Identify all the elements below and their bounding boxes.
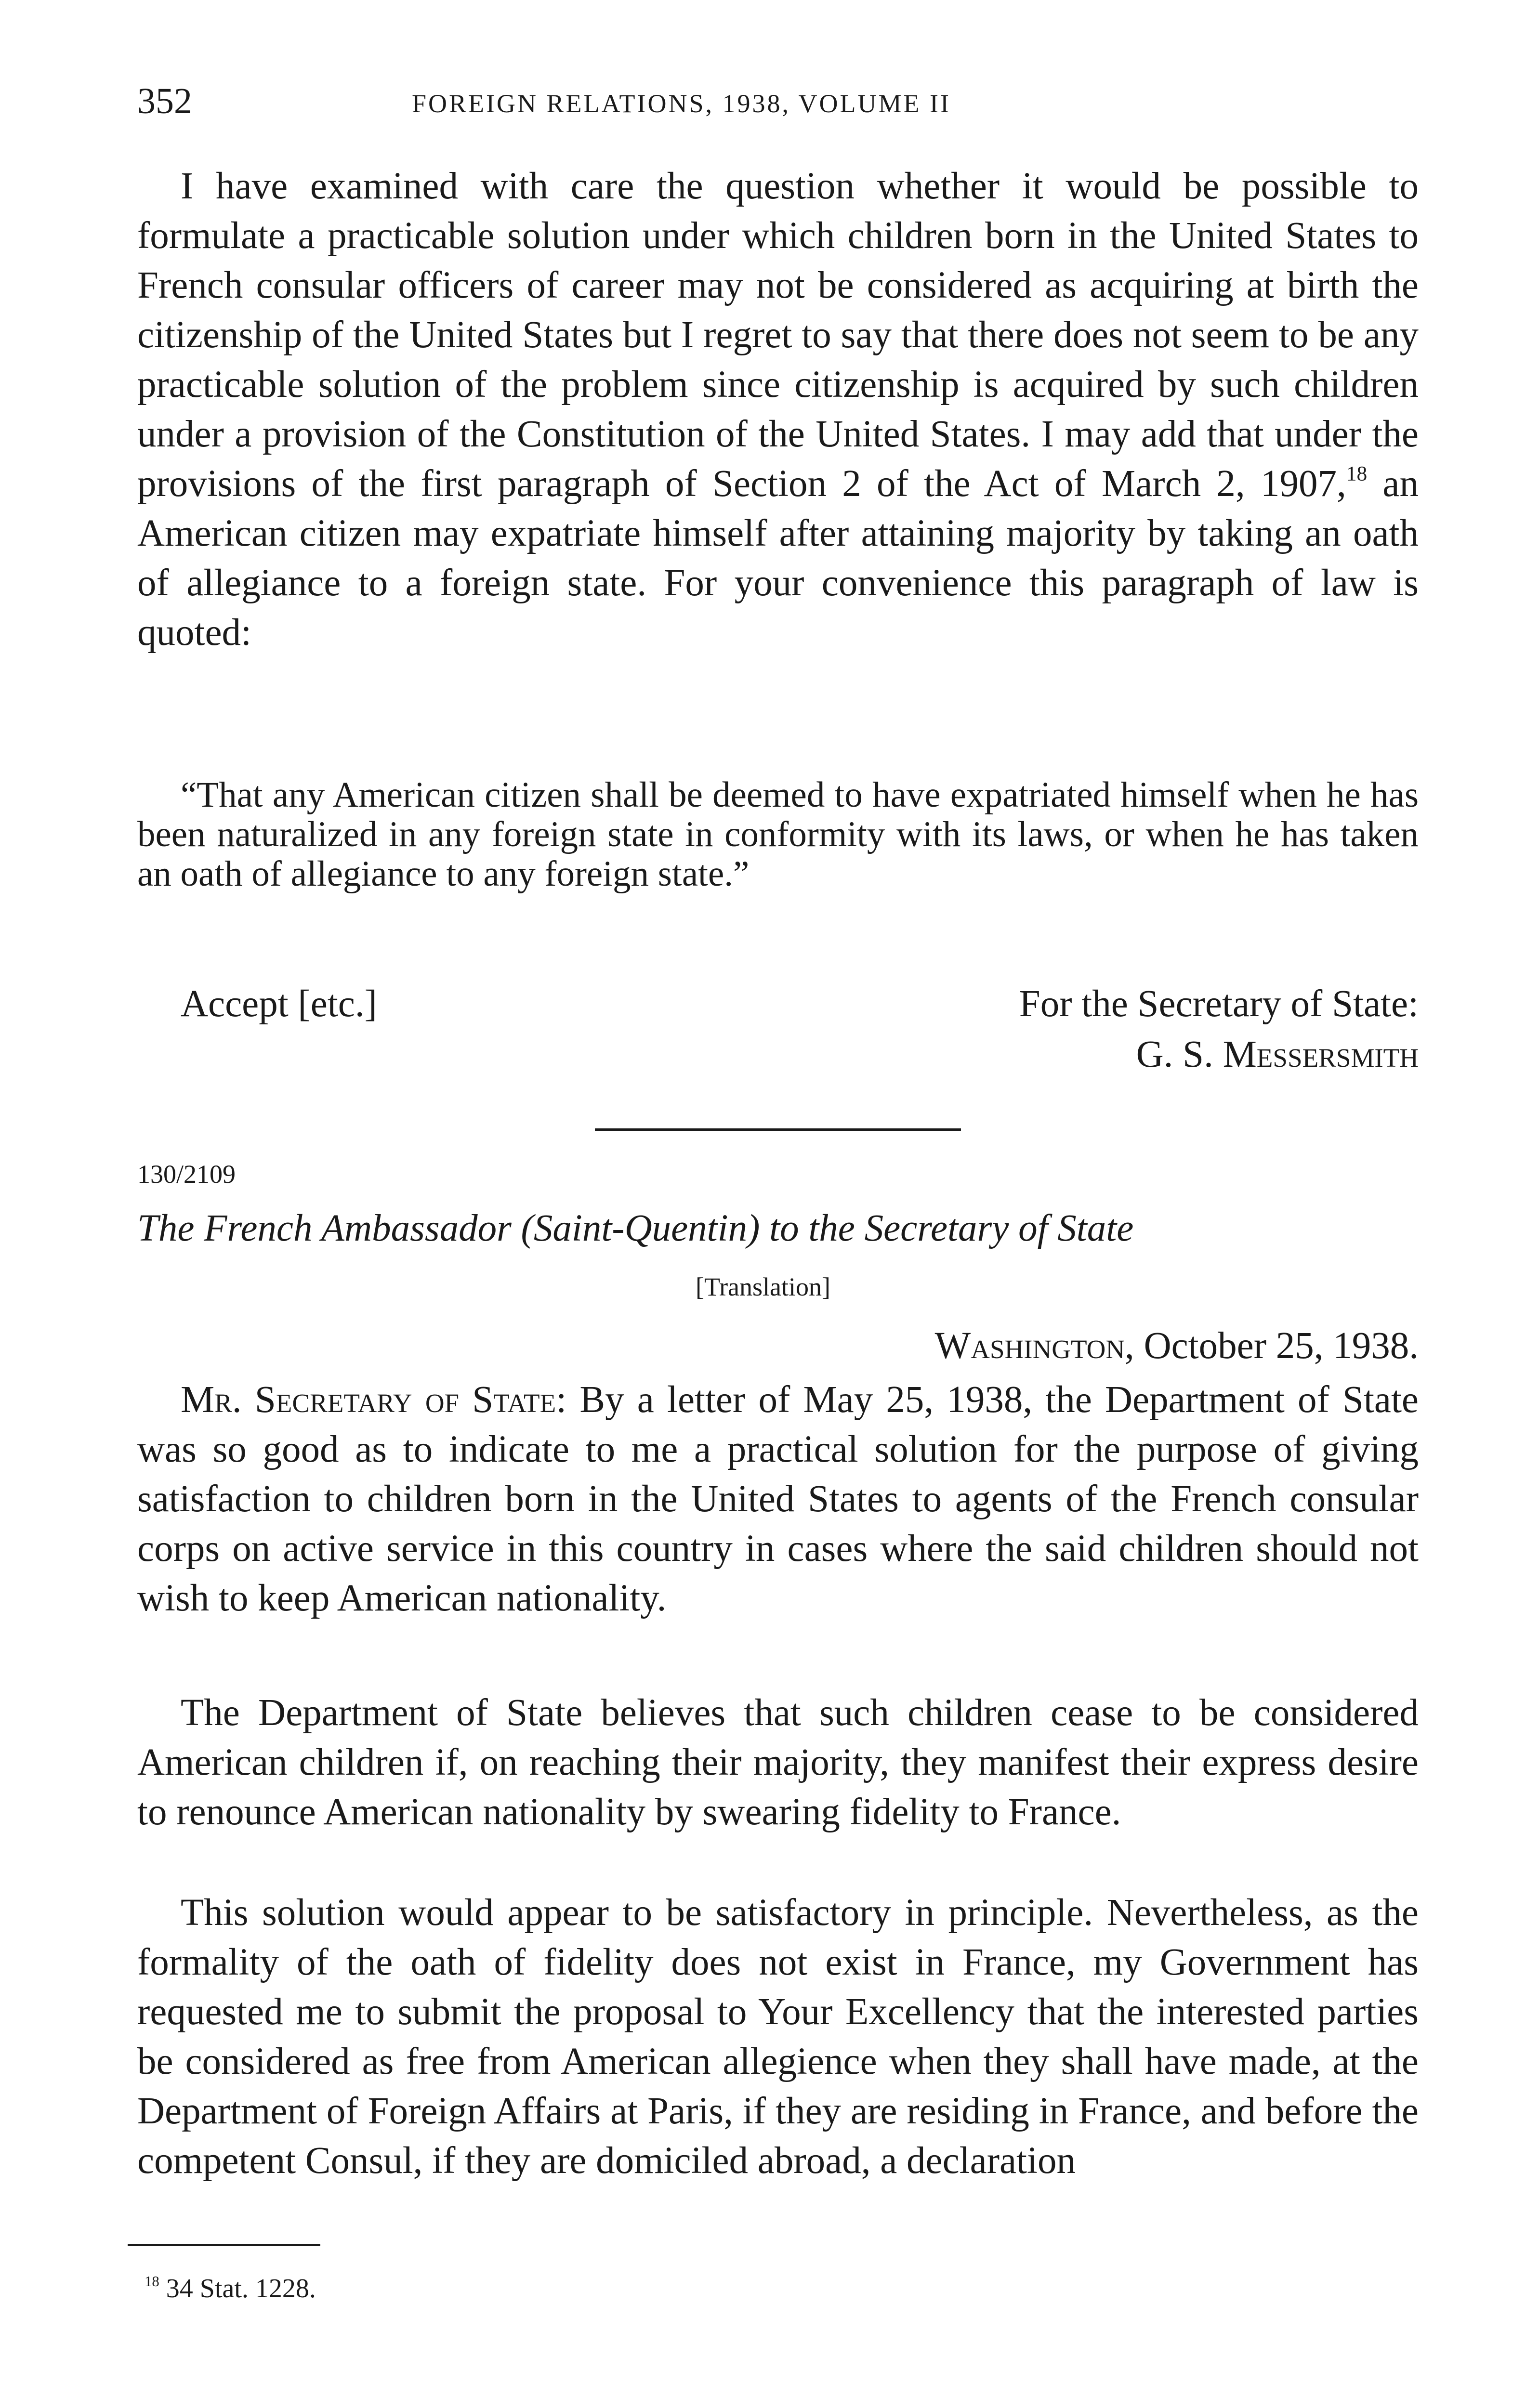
running-head: FOREIGN RELATIONS, 1938, VOLUME II — [412, 89, 951, 118]
footnote — [145, 2269, 316, 2308]
signature-line: For the Secretary of State: — [1019, 983, 1419, 1025]
footnote-marker: 18 — [145, 2273, 159, 2290]
salutation: Mr. Secretary of State: — [181, 1379, 567, 1421]
ambassador-paragraph-1-text: By a letter of May 25, 1938, the Department of State was so good as to indicate to me a practical solution for the purpose of giving satisfaction to children born in the United States to agents of the French consular corps on active service in this country in cases where the said children should not wish to keep American nationality. — [137, 1379, 1419, 1619]
footnote-text: 34 Stat. 1228. — [159, 2274, 316, 2303]
dateline — [935, 1321, 1419, 1371]
quoted-law: “That any American citizen shall be deemed to have expatriated himself when he has been naturalized in any foreign state in conformity with its laws, or when he has taken an oath of allegiance to any foreign state.” — [137, 775, 1419, 894]
ambassador-paragraph-1 — [137, 1375, 1419, 1623]
letter-paragraph-1-continuation: an American citizen may expatriate himself after attaining majority by taking an oath of allegiance to a foreign state. For your convenience this paragraph of law is quoted: — [137, 463, 1419, 654]
footnote-divider — [128, 2244, 320, 2246]
file-number: 130/2109 — [137, 1160, 236, 1189]
ambassador-paragraph-3: This solution would appear to be satisfactory in principle. Nevertheless, as the formality of the oath of fidelity does not exist in France, my Government has requested me to submit the proposal to Your Excellency that the interested parties be considered as free from American allegience when they shall have made, at the Department of Foreign Affairs at Paris, if they are residing in France, and before the competent Consul, if they are domiciled abroad, a declaration — [137, 1892, 1419, 2182]
dateline-date: October 25, 1938. — [1134, 1325, 1419, 1367]
page-number: 352 — [137, 81, 192, 121]
footnote-reference: 18 — [1346, 462, 1368, 485]
ambassador-paragraph-2: The Department of State believes that such children cease to be considered American children if, on reaching their majority, they manifest their express desire to renounce American nationality by swearing fidelity to France. — [137, 1692, 1419, 1833]
document-title: The French Ambassador (Saint-Quentin) to the Secretary of State — [137, 1207, 1134, 1249]
letter-closing: Accept [etc.] — [181, 983, 377, 1025]
signatory-name: G. S. Messersmith — [1136, 1034, 1419, 1075]
dateline-place: Washington, — [934, 1325, 1134, 1367]
letter-paragraph-1-text: I have examined with care the question whether it would be possible to formulate a practicable solution under which children born in the United States to French consular officers of career may not be considered as acquiring at birth the citizenship of the United States but I regret to say that there does not seem to be any practicable solution of the problem since citizenship is acquired by such children under a provision of the Constitution of the United States. I may add that under the provisions of the first paragraph of Section 2 of the Act of March 2, 1907, — [137, 165, 1419, 505]
page-header — [137, 77, 1419, 130]
translation-note: [Translation] — [696, 1272, 830, 1301]
letter-paragraph-1 — [137, 161, 1419, 657]
section-divider — [595, 1128, 961, 1131]
